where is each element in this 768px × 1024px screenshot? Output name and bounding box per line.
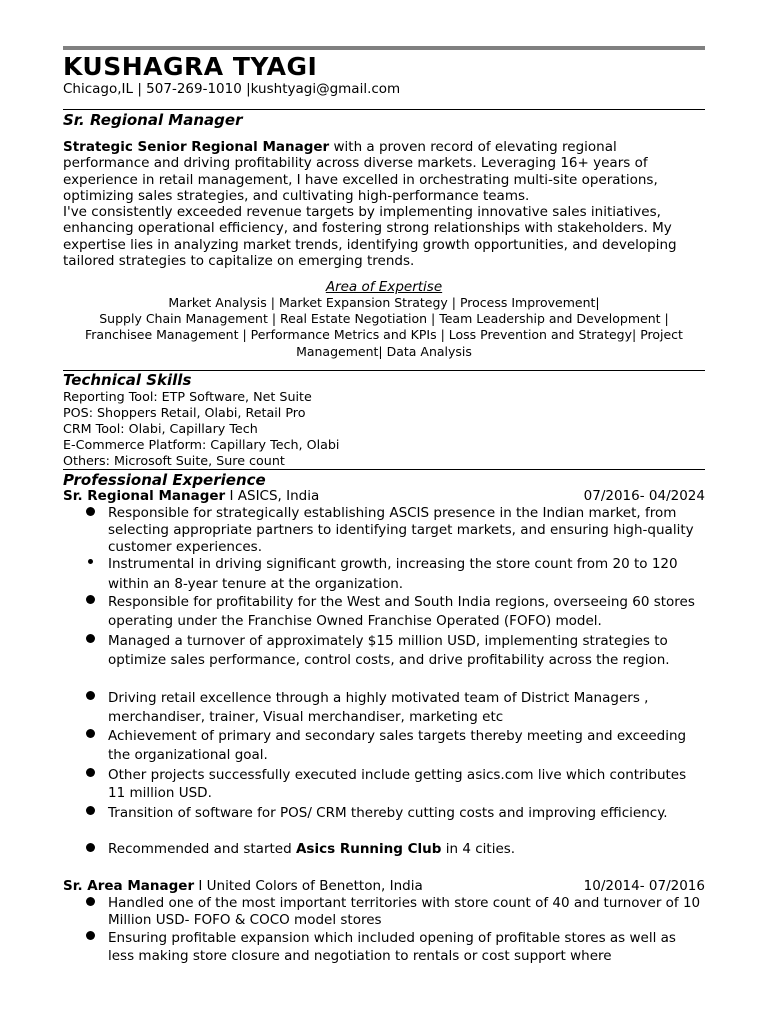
expertise-line: Franchisee Management | Performance Metrics and KPIs | Loss Prevention and Strategy| Project (85, 327, 683, 343)
list-item: Instrumental in driving significant growth, increasing the store count from 20 to 120 within an 8-year tenure at the organization. (86, 555, 701, 594)
job-organization: I ASICS, India (225, 488, 320, 504)
bullet-icon (86, 841, 106, 858)
job-header (63, 488, 705, 505)
list-item: Other projects successfully executed include getting asics.com live which contributes 11 million USD. (86, 766, 701, 802)
expertise-title: Area of Expertise (325, 279, 443, 295)
list-item: Driving retail excellence through a highly motivated team of District Managers , merchandiser, trainer, Visual merchandiser, marketing etc (86, 689, 701, 727)
bullet-icon (86, 593, 106, 610)
experience-heading: Professional Experience (63, 471, 266, 489)
job-title: Sr. Regional Manager (63, 488, 226, 504)
candidate-name: KUSHAGRA TYAGI (63, 52, 318, 81)
list-item: Recommended and started Asics Running Club in 4 cities. (86, 841, 701, 858)
skill-item: E-Commerce Platform: Capillary Tech, Olabi (63, 437, 340, 452)
bullet-icon (86, 766, 106, 783)
list-item: Handled one of the most important territories with store count of 40 and turnover of 10 Million USD- FOFO & COCO model stores (86, 895, 701, 929)
list-item: Managed a turnover of approximately $15 million USD, implementing strategies to optimize sales performance, control costs, and drive profitability across the region. (86, 632, 701, 670)
role-title: Sr. Regional Manager (63, 111, 243, 129)
summary-lead: Strategic Senior Regional Manager (63, 139, 330, 155)
contact-line: Chicago,IL | 507-269-1010 |kushtyagi@gmail.com (63, 81, 401, 97)
job-header (63, 878, 705, 895)
skill-item: Reporting Tool: ETP Software, Net Suite (63, 389, 312, 404)
expertise-list (63, 295, 705, 360)
header-top-bar (63, 46, 705, 50)
bullet-icon (86, 632, 106, 649)
summary-lead-rest: with a proven record of elevating regional performance and driving profitability across diverse markets. Leveraging 16+ years of experience in retail management, I have excelled in orchestrating multi-site operations, optimizing sales strategies, and cultivating high-performance teams. (63, 139, 658, 204)
list-item: Responsible for profitability for the West and South India regions, overseeing 60 stores operating under the Franchise Owned Franchise Operated (FOFO) model. (86, 593, 701, 631)
list-item: Achievement of primary and secondary sales targets thereby meeting and exceeding the organizational goal. (86, 727, 701, 765)
technical-skills-list (63, 389, 705, 469)
bullet-icon (86, 727, 106, 744)
bullet-icon (86, 804, 106, 821)
expertise-line: Supply Chain Management | Real Estate Negotiation | Team Leadership and Development | (99, 311, 669, 327)
header-divider (63, 109, 705, 110)
professional-summary (63, 139, 705, 269)
summary-paragraph-2: I've consistently exceeded revenue targets by implementing innovative sales initiatives, enhancing operational efficiency, and fostering strong relationships with stakeholders. My expertise lies in analyzing market trends, identifying growth opportunities, and developing tailored strategies to capitalize on emerging trends. (63, 204, 677, 270)
skill-item: Others: Microsoft Suite, Sure count (63, 453, 285, 468)
job-organization: I United Colors of Benetton, India (194, 878, 423, 894)
bullet-icon (86, 929, 106, 946)
expertise-line: Management| Data Analysis (296, 343, 472, 359)
bullet-icon (86, 895, 106, 912)
bullet-icon (86, 505, 106, 522)
list-item: Ensuring profitable expansion which included opening of profitable stores as well as less making store closure and negotiation to rentals or cost support where (86, 929, 701, 965)
skill-item: POS: Shoppers Retail, Olabi, Retail Pro (63, 405, 306, 420)
list-item: Transition of software for POS/ CRM thereby cutting costs and improving efficiency. (86, 804, 701, 822)
summary-paragraph-1 (63, 139, 705, 204)
section-divider (63, 469, 705, 470)
running-club-highlight: Asics Running Club (295, 841, 442, 857)
list-item: Responsible for strategically establishing ASCIS presence in the Indian market, from selecting appropriate partners to identifying target markets, and ensuring high-quality customer experiences. (86, 505, 701, 556)
job-dates: 10/2014- 07/2016 (583, 878, 705, 894)
expertise-line: Market Analysis | Market Expansion Strategy | Process Improvement| (168, 295, 600, 310)
skill-item: CRM Tool: Olabi, Capillary Tech (63, 421, 258, 436)
bullet-icon (86, 555, 106, 572)
job-dates: 07/2016- 04/2024 (583, 488, 705, 504)
technical-skills-heading: Technical Skills (63, 371, 192, 389)
job-title: Sr. Area Manager (63, 878, 195, 894)
bullet-icon (86, 689, 106, 706)
